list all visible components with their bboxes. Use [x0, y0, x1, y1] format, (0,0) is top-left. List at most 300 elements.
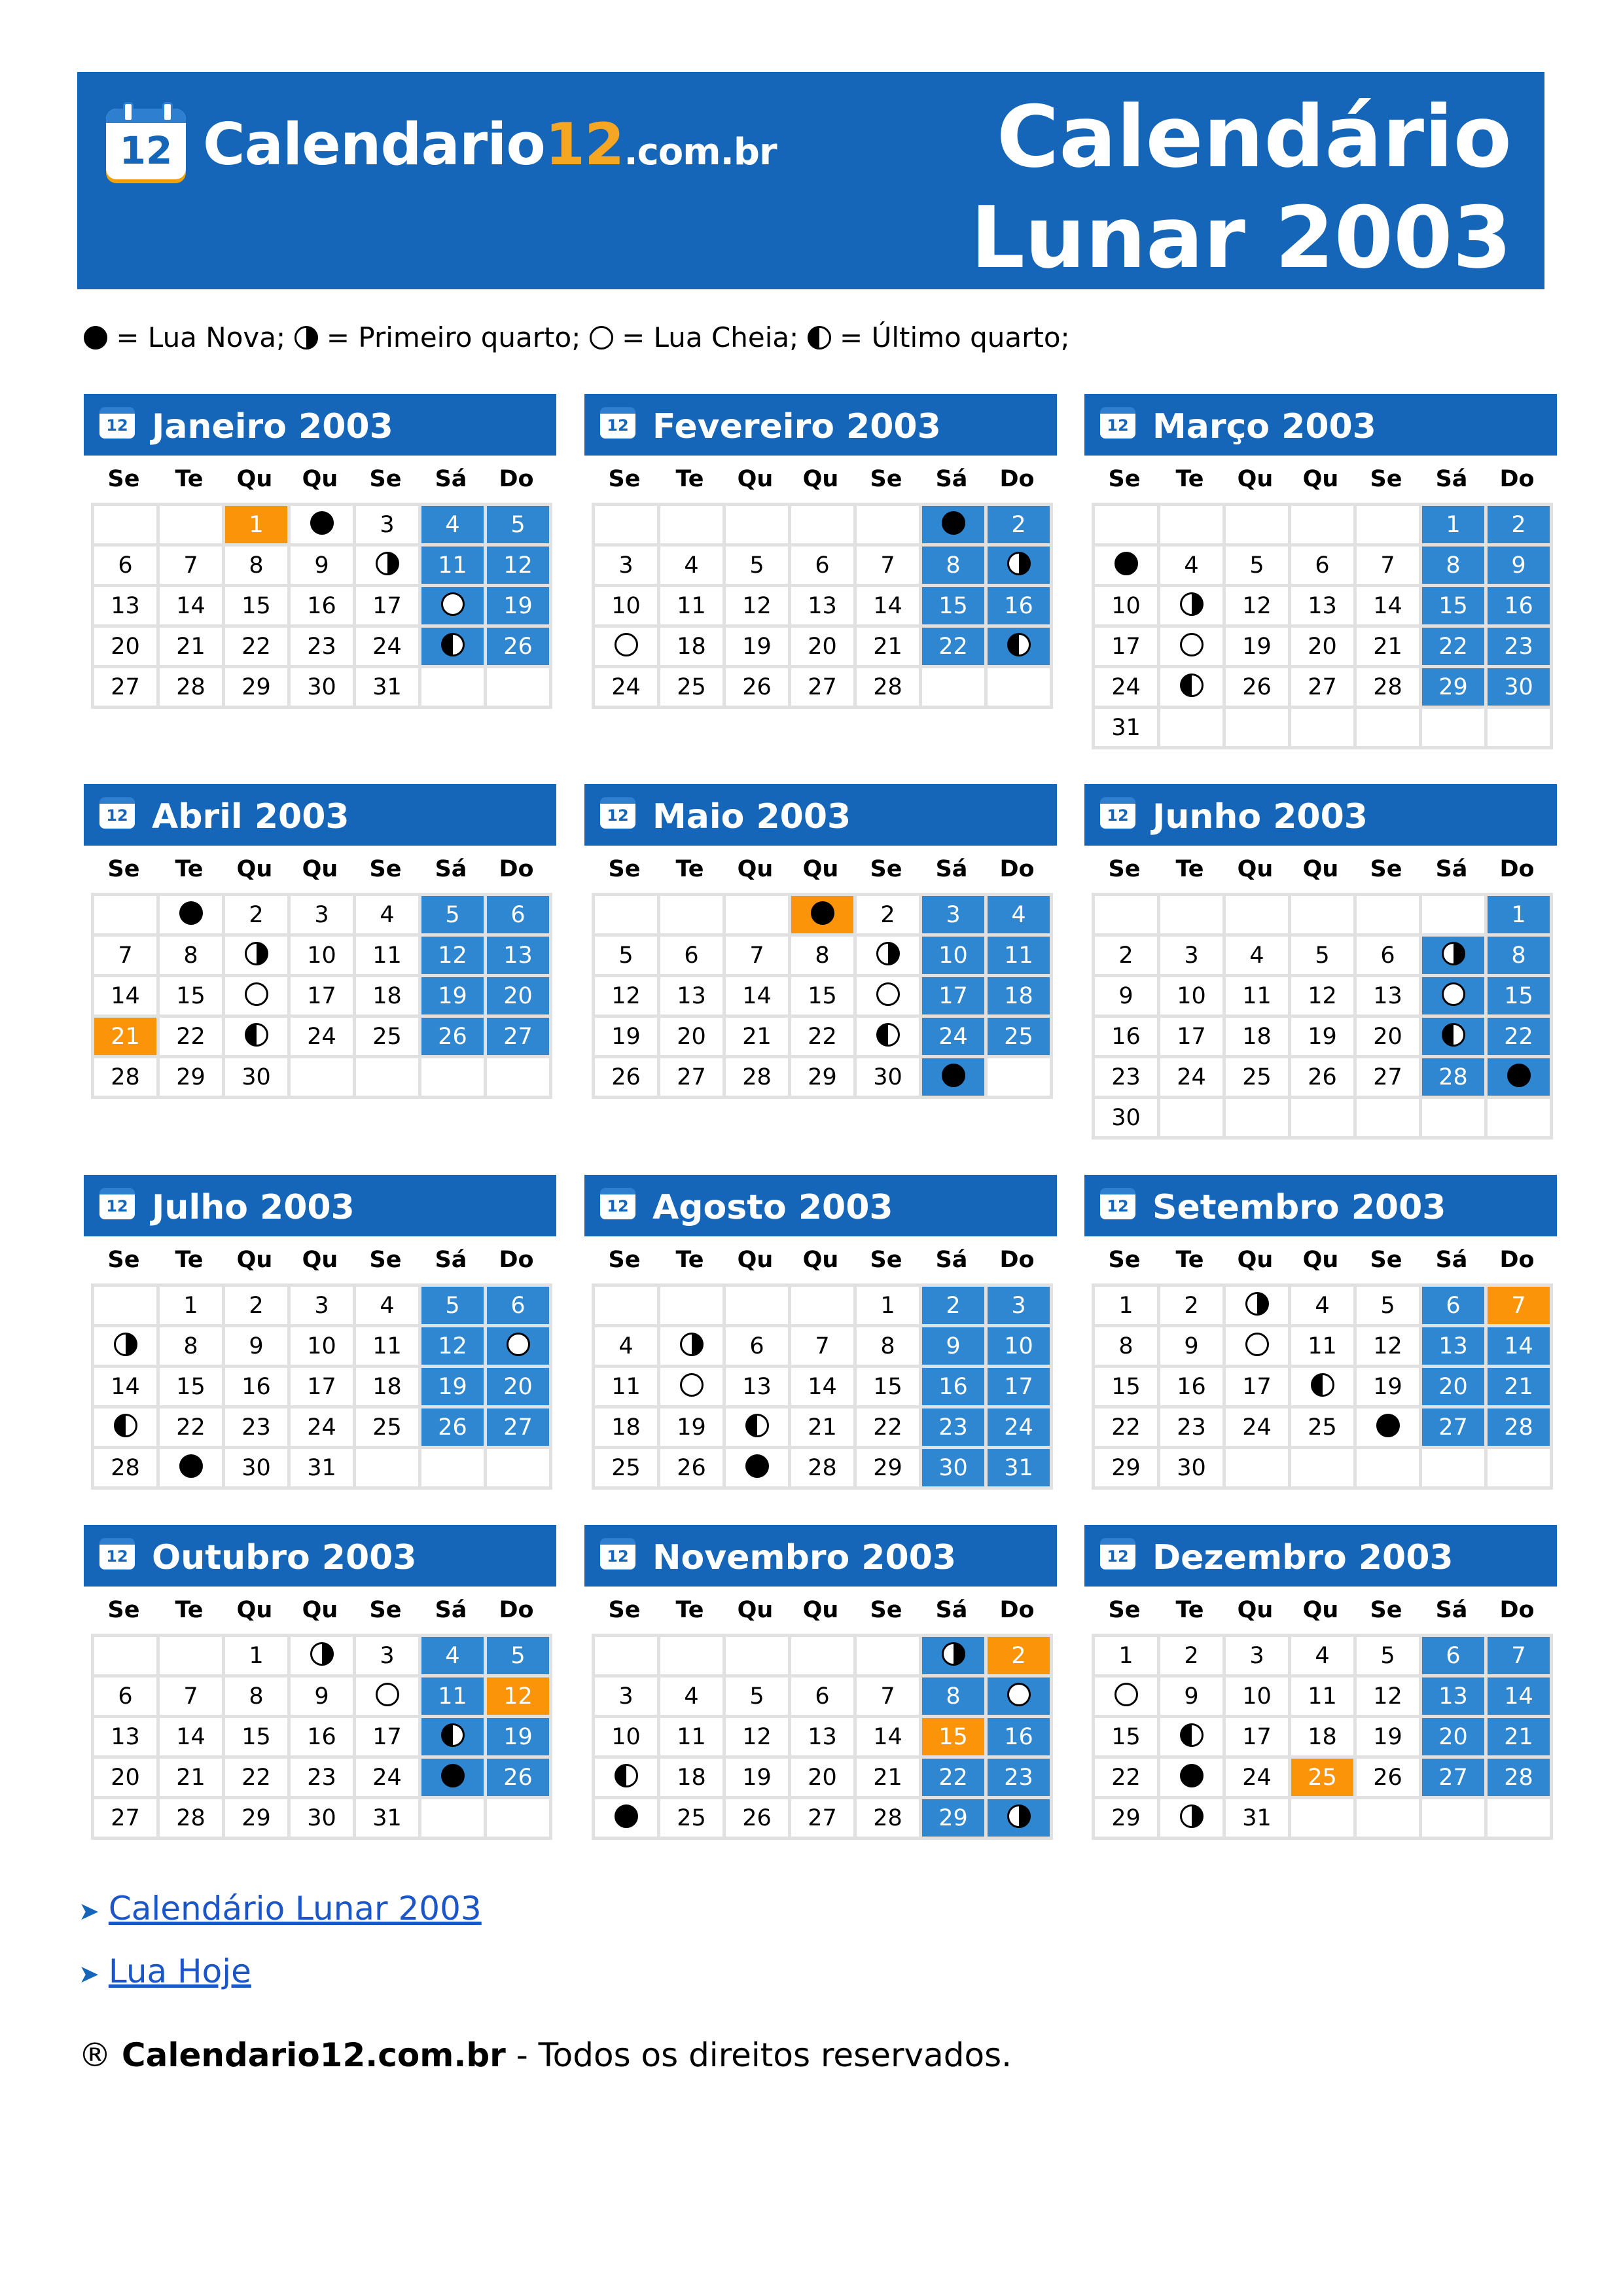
day-cell[interactable]: 25 [659, 667, 724, 708]
day-cell[interactable]: 26 [724, 667, 790, 708]
day-cell[interactable]: 9 [1094, 976, 1159, 1016]
day-cell[interactable]: 27 [486, 1407, 551, 1448]
day-cell[interactable]: 3 [921, 895, 986, 935]
day-cell[interactable]: 14 [790, 1367, 855, 1407]
day-cell[interactable]: 30 [921, 1448, 986, 1488]
day-cell[interactable]: 28 [855, 1798, 921, 1839]
day-cell[interactable]: 11 [986, 935, 1052, 976]
day-cell[interactable]: 27 [790, 667, 855, 708]
day-cell[interactable]: 27 [1421, 1757, 1486, 1798]
day-cell[interactable]: 26 [724, 1798, 790, 1839]
day-cell[interactable] [724, 1407, 790, 1448]
day-cell[interactable]: 2 [1159, 1285, 1224, 1326]
day-cell[interactable]: 26 [486, 626, 551, 667]
day-cell[interactable]: 8 [921, 545, 986, 586]
day-cell[interactable]: 8 [158, 1326, 224, 1367]
day-cell[interactable]: 15 [790, 976, 855, 1016]
day-cell[interactable] [855, 935, 921, 976]
day-cell[interactable] [1421, 1016, 1486, 1057]
day-cell[interactable]: 11 [1290, 1676, 1355, 1717]
day-cell[interactable]: 24 [986, 1407, 1052, 1448]
day-cell[interactable] [420, 626, 486, 667]
day-cell[interactable]: 19 [420, 1367, 486, 1407]
day-cell[interactable]: 1 [1486, 895, 1552, 935]
day-cell[interactable]: 2 [1486, 505, 1552, 545]
day-cell[interactable]: 22 [158, 1016, 224, 1057]
day-cell[interactable]: 1 [1421, 505, 1486, 545]
day-cell[interactable] [486, 1326, 551, 1367]
day-cell[interactable]: 10 [594, 1717, 659, 1757]
day-cell[interactable]: 25 [1290, 1407, 1355, 1448]
day-cell[interactable]: 12 [420, 1326, 486, 1367]
day-cell[interactable]: 4 [420, 1636, 486, 1676]
day-cell[interactable]: 4 [594, 1326, 659, 1367]
day-cell[interactable] [1159, 626, 1224, 667]
day-cell[interactable]: 11 [1290, 1326, 1355, 1367]
day-cell[interactable]: 19 [724, 626, 790, 667]
day-cell[interactable]: 4 [659, 545, 724, 586]
day-cell[interactable]: 17 [921, 976, 986, 1016]
day-cell[interactable]: 7 [158, 1676, 224, 1717]
link-lunar-calendar[interactable]: Calendário Lunar 2003 [108, 1890, 482, 1928]
day-cell[interactable]: 15 [921, 1717, 986, 1757]
day-cell[interactable] [986, 626, 1052, 667]
day-cell[interactable]: 13 [1355, 976, 1421, 1016]
day-cell[interactable]: 15 [1421, 586, 1486, 626]
day-cell[interactable] [659, 1367, 724, 1407]
day-cell[interactable]: 25 [986, 1016, 1052, 1057]
day-cell[interactable] [921, 1057, 986, 1098]
day-cell[interactable] [158, 1448, 224, 1488]
day-cell[interactable]: 9 [1486, 545, 1552, 586]
day-cell[interactable]: 14 [158, 1717, 224, 1757]
day-cell[interactable] [93, 1326, 158, 1367]
day-cell[interactable]: 16 [289, 586, 355, 626]
day-cell[interactable] [1159, 1757, 1224, 1798]
day-cell[interactable]: 12 [486, 545, 551, 586]
day-cell[interactable]: 11 [420, 1676, 486, 1717]
day-cell[interactable]: 11 [659, 586, 724, 626]
day-cell[interactable]: 26 [420, 1016, 486, 1057]
day-cell[interactable]: 29 [855, 1448, 921, 1488]
day-cell[interactable]: 23 [1159, 1407, 1224, 1448]
day-cell[interactable]: 31 [986, 1448, 1052, 1488]
day-cell[interactable] [224, 1016, 289, 1057]
day-cell[interactable]: 5 [420, 895, 486, 935]
day-cell[interactable]: 15 [855, 1367, 921, 1407]
day-cell[interactable]: 8 [921, 1676, 986, 1717]
day-cell[interactable] [1421, 935, 1486, 976]
day-cell[interactable] [855, 1016, 921, 1057]
day-cell[interactable]: 20 [93, 1757, 158, 1798]
day-cell[interactable]: 2 [224, 895, 289, 935]
day-cell[interactable]: 21 [724, 1016, 790, 1057]
day-cell[interactable]: 3 [594, 1676, 659, 1717]
day-cell[interactable] [1224, 1326, 1290, 1367]
day-cell[interactable]: 10 [594, 586, 659, 626]
day-cell[interactable] [921, 505, 986, 545]
day-cell[interactable]: 26 [659, 1448, 724, 1488]
day-cell[interactable]: 18 [355, 1367, 420, 1407]
day-cell[interactable]: 18 [355, 976, 420, 1016]
day-cell[interactable]: 24 [1224, 1407, 1290, 1448]
day-cell[interactable]: 12 [724, 586, 790, 626]
day-cell[interactable]: 2 [855, 895, 921, 935]
day-cell[interactable]: 9 [224, 1326, 289, 1367]
day-cell[interactable]: 29 [224, 1798, 289, 1839]
day-cell[interactable]: 3 [289, 1285, 355, 1326]
day-cell[interactable] [921, 1636, 986, 1676]
day-cell[interactable] [724, 1448, 790, 1488]
day-cell[interactable]: 14 [855, 586, 921, 626]
day-cell[interactable]: 27 [1290, 667, 1355, 708]
day-cell[interactable]: 4 [355, 895, 420, 935]
day-cell[interactable]: 17 [1159, 1016, 1224, 1057]
day-cell[interactable]: 8 [224, 1676, 289, 1717]
day-cell[interactable]: 13 [93, 586, 158, 626]
day-cell[interactable]: 16 [1486, 586, 1552, 626]
day-cell[interactable]: 25 [355, 1016, 420, 1057]
day-cell[interactable]: 10 [1224, 1676, 1290, 1717]
day-cell[interactable]: 16 [986, 1717, 1052, 1757]
day-cell[interactable]: 6 [486, 1285, 551, 1326]
day-cell[interactable]: 29 [224, 667, 289, 708]
day-cell[interactable]: 2 [921, 1285, 986, 1326]
day-cell[interactable]: 7 [855, 1676, 921, 1717]
day-cell[interactable]: 10 [1094, 586, 1159, 626]
day-cell[interactable]: 6 [790, 545, 855, 586]
day-cell[interactable]: 15 [224, 1717, 289, 1757]
day-cell[interactable]: 6 [486, 895, 551, 935]
day-cell[interactable]: 10 [289, 1326, 355, 1367]
day-cell[interactable]: 14 [1486, 1676, 1552, 1717]
day-cell[interactable]: 5 [486, 1636, 551, 1676]
day-cell[interactable]: 21 [1486, 1367, 1552, 1407]
day-cell[interactable]: 23 [986, 1757, 1052, 1798]
day-cell[interactable]: 19 [420, 976, 486, 1016]
day-cell[interactable]: 28 [93, 1448, 158, 1488]
day-cell[interactable]: 2 [986, 1636, 1052, 1676]
day-cell[interactable]: 24 [1159, 1057, 1224, 1098]
day-cell[interactable]: 25 [355, 1407, 420, 1448]
day-cell[interactable]: 18 [1290, 1717, 1355, 1757]
day-cell[interactable]: 17 [289, 976, 355, 1016]
day-cell[interactable]: 6 [1421, 1285, 1486, 1326]
day-cell[interactable]: 20 [790, 1757, 855, 1798]
day-cell[interactable]: 12 [1224, 586, 1290, 626]
day-cell[interactable]: 4 [659, 1676, 724, 1717]
day-cell[interactable] [289, 505, 355, 545]
day-cell[interactable]: 11 [659, 1717, 724, 1757]
day-cell[interactable]: 22 [1486, 1016, 1552, 1057]
day-cell[interactable]: 9 [1159, 1326, 1224, 1367]
day-cell[interactable]: 12 [486, 1676, 551, 1717]
day-cell[interactable]: 8 [1421, 545, 1486, 586]
day-cell[interactable]: 4 [986, 895, 1052, 935]
day-cell[interactable]: 18 [1224, 1016, 1290, 1057]
day-cell[interactable]: 17 [289, 1367, 355, 1407]
day-cell[interactable]: 20 [1421, 1367, 1486, 1407]
day-cell[interactable] [1290, 1367, 1355, 1407]
day-cell[interactable]: 1 [855, 1285, 921, 1326]
day-cell[interactable]: 26 [420, 1407, 486, 1448]
day-cell[interactable]: 28 [158, 667, 224, 708]
day-cell[interactable]: 19 [486, 1717, 551, 1757]
day-cell[interactable]: 21 [1355, 626, 1421, 667]
day-cell[interactable]: 5 [486, 505, 551, 545]
day-cell[interactable]: 6 [93, 1676, 158, 1717]
day-cell[interactable]: 22 [158, 1407, 224, 1448]
day-cell[interactable]: 12 [724, 1717, 790, 1757]
day-cell[interactable]: 28 [855, 667, 921, 708]
day-cell[interactable]: 15 [921, 586, 986, 626]
day-cell[interactable]: 9 [1159, 1676, 1224, 1717]
day-cell[interactable]: 12 [594, 976, 659, 1016]
day-cell[interactable] [289, 1636, 355, 1676]
day-cell[interactable] [224, 935, 289, 976]
day-cell[interactable]: 3 [1224, 1636, 1290, 1676]
day-cell[interactable]: 20 [486, 1367, 551, 1407]
day-cell[interactable]: 10 [1159, 976, 1224, 1016]
day-cell[interactable]: 16 [986, 586, 1052, 626]
day-cell[interactable]: 8 [1094, 1326, 1159, 1367]
day-cell[interactable]: 7 [1355, 545, 1421, 586]
day-cell[interactable]: 5 [1224, 545, 1290, 586]
day-cell[interactable]: 5 [594, 935, 659, 976]
day-cell[interactable]: 19 [1290, 1016, 1355, 1057]
day-cell[interactable]: 22 [224, 626, 289, 667]
day-cell[interactable]: 23 [289, 1757, 355, 1798]
day-cell[interactable] [93, 1407, 158, 1448]
day-cell[interactable]: 28 [158, 1798, 224, 1839]
day-cell[interactable]: 15 [158, 1367, 224, 1407]
day-cell[interactable]: 24 [594, 667, 659, 708]
day-cell[interactable]: 22 [790, 1016, 855, 1057]
day-cell[interactable]: 13 [1421, 1326, 1486, 1367]
day-cell[interactable] [1159, 667, 1224, 708]
day-cell[interactable]: 31 [289, 1448, 355, 1488]
day-cell[interactable]: 6 [93, 545, 158, 586]
day-cell[interactable]: 6 [1355, 935, 1421, 976]
day-cell[interactable]: 27 [93, 667, 158, 708]
link-moon-today[interactable]: Lua Hoje [108, 1952, 251, 1990]
day-cell[interactable] [420, 586, 486, 626]
day-cell[interactable] [420, 1757, 486, 1798]
day-cell[interactable]: 16 [289, 1717, 355, 1757]
day-cell[interactable]: 7 [93, 935, 158, 976]
day-cell[interactable]: 21 [93, 1016, 158, 1057]
day-cell[interactable]: 23 [921, 1407, 986, 1448]
day-cell[interactable]: 31 [355, 1798, 420, 1839]
day-cell[interactable] [594, 1798, 659, 1839]
day-cell[interactable]: 31 [1224, 1798, 1290, 1839]
day-cell[interactable] [790, 895, 855, 935]
day-cell[interactable]: 8 [224, 545, 289, 586]
day-cell[interactable]: 1 [1094, 1285, 1159, 1326]
day-cell[interactable]: 28 [1355, 667, 1421, 708]
day-cell[interactable]: 5 [1355, 1285, 1421, 1326]
day-cell[interactable] [355, 545, 420, 586]
day-cell[interactable]: 28 [724, 1057, 790, 1098]
day-cell[interactable]: 20 [1421, 1717, 1486, 1757]
day-cell[interactable]: 28 [1486, 1757, 1552, 1798]
day-cell[interactable]: 21 [790, 1407, 855, 1448]
day-cell[interactable]: 31 [1094, 708, 1159, 748]
day-cell[interactable]: 28 [1486, 1407, 1552, 1448]
day-cell[interactable]: 24 [289, 1016, 355, 1057]
day-cell[interactable] [355, 1676, 420, 1717]
day-cell[interactable]: 7 [724, 935, 790, 976]
day-cell[interactable] [1224, 1285, 1290, 1326]
day-cell[interactable]: 8 [158, 935, 224, 976]
day-cell[interactable]: 23 [289, 626, 355, 667]
day-cell[interactable]: 29 [1094, 1798, 1159, 1839]
day-cell[interactable]: 26 [1290, 1057, 1355, 1098]
day-cell[interactable] [986, 1676, 1052, 1717]
day-cell[interactable]: 24 [921, 1016, 986, 1057]
day-cell[interactable]: 10 [921, 935, 986, 976]
day-cell[interactable]: 17 [355, 1717, 420, 1757]
day-cell[interactable]: 30 [224, 1057, 289, 1098]
day-cell[interactable]: 7 [855, 545, 921, 586]
day-cell[interactable]: 28 [1421, 1057, 1486, 1098]
day-cell[interactable]: 19 [1355, 1717, 1421, 1757]
day-cell[interactable]: 19 [1355, 1367, 1421, 1407]
day-cell[interactable]: 18 [594, 1407, 659, 1448]
day-cell[interactable]: 3 [355, 505, 420, 545]
day-cell[interactable]: 11 [355, 1326, 420, 1367]
day-cell[interactable]: 12 [1355, 1676, 1421, 1717]
day-cell[interactable]: 17 [1224, 1367, 1290, 1407]
day-cell[interactable]: 14 [93, 1367, 158, 1407]
day-cell[interactable]: 30 [1094, 1098, 1159, 1138]
day-cell[interactable]: 21 [158, 1757, 224, 1798]
day-cell[interactable]: 1 [224, 1636, 289, 1676]
day-cell[interactable]: 30 [1486, 667, 1552, 708]
day-cell[interactable]: 24 [1094, 667, 1159, 708]
day-cell[interactable]: 30 [855, 1057, 921, 1098]
day-cell[interactable] [986, 545, 1052, 586]
day-cell[interactable]: 10 [986, 1326, 1052, 1367]
day-cell[interactable] [986, 1798, 1052, 1839]
day-cell[interactable]: 14 [1486, 1326, 1552, 1367]
day-cell[interactable]: 22 [855, 1407, 921, 1448]
day-cell[interactable]: 19 [594, 1016, 659, 1057]
day-cell[interactable]: 27 [486, 1016, 551, 1057]
day-cell[interactable]: 25 [1224, 1057, 1290, 1098]
day-cell[interactable]: 12 [420, 935, 486, 976]
day-cell[interactable]: 24 [355, 1757, 420, 1798]
day-cell[interactable]: 27 [659, 1057, 724, 1098]
day-cell[interactable] [1159, 1717, 1224, 1757]
day-cell[interactable] [594, 626, 659, 667]
day-cell[interactable]: 6 [724, 1326, 790, 1367]
day-cell[interactable]: 24 [1224, 1757, 1290, 1798]
day-cell[interactable] [1421, 976, 1486, 1016]
day-cell[interactable]: 12 [1355, 1326, 1421, 1367]
day-cell[interactable]: 4 [1159, 545, 1224, 586]
day-cell[interactable]: 20 [659, 1016, 724, 1057]
day-cell[interactable] [659, 1326, 724, 1367]
day-cell[interactable]: 16 [224, 1367, 289, 1407]
day-cell[interactable]: 17 [1094, 626, 1159, 667]
day-cell[interactable]: 22 [1421, 626, 1486, 667]
day-cell[interactable]: 19 [486, 586, 551, 626]
day-cell[interactable] [1094, 1676, 1159, 1717]
day-cell[interactable]: 15 [224, 586, 289, 626]
day-cell[interactable]: 29 [158, 1057, 224, 1098]
day-cell[interactable]: 4 [1290, 1636, 1355, 1676]
day-cell[interactable]: 14 [855, 1717, 921, 1757]
day-cell[interactable]: 14 [1355, 586, 1421, 626]
day-cell[interactable]: 24 [289, 1407, 355, 1448]
day-cell[interactable]: 2 [224, 1285, 289, 1326]
day-cell[interactable] [1159, 586, 1224, 626]
day-cell[interactable]: 3 [594, 545, 659, 586]
day-cell[interactable]: 19 [724, 1757, 790, 1798]
day-cell[interactable]: 29 [790, 1057, 855, 1098]
day-cell[interactable]: 20 [790, 626, 855, 667]
day-cell[interactable]: 8 [855, 1326, 921, 1367]
day-cell[interactable]: 5 [724, 1676, 790, 1717]
day-cell[interactable]: 5 [420, 1285, 486, 1326]
day-cell[interactable]: 5 [724, 545, 790, 586]
day-cell[interactable]: 26 [1355, 1757, 1421, 1798]
day-cell[interactable]: 3 [1159, 935, 1224, 976]
day-cell[interactable]: 9 [289, 545, 355, 586]
day-cell[interactable]: 25 [1290, 1757, 1355, 1798]
day-cell[interactable]: 25 [659, 1798, 724, 1839]
day-cell[interactable]: 23 [1486, 626, 1552, 667]
day-cell[interactable]: 14 [93, 976, 158, 1016]
day-cell[interactable]: 16 [921, 1367, 986, 1407]
day-cell[interactable]: 12 [1290, 976, 1355, 1016]
day-cell[interactable]: 27 [1355, 1057, 1421, 1098]
day-cell[interactable]: 8 [1486, 935, 1552, 976]
day-cell[interactable]: 4 [1224, 935, 1290, 976]
day-cell[interactable]: 2 [986, 505, 1052, 545]
day-cell[interactable] [224, 976, 289, 1016]
day-cell[interactable]: 22 [921, 626, 986, 667]
day-cell[interactable]: 29 [1421, 667, 1486, 708]
day-cell[interactable]: 5 [1290, 935, 1355, 976]
day-cell[interactable]: 19 [1224, 626, 1290, 667]
day-cell[interactable]: 13 [1421, 1676, 1486, 1717]
day-cell[interactable]: 22 [921, 1757, 986, 1798]
day-cell[interactable]: 13 [790, 586, 855, 626]
day-cell[interactable]: 30 [1159, 1448, 1224, 1488]
day-cell[interactable]: 29 [1094, 1448, 1159, 1488]
day-cell[interactable]: 22 [1094, 1757, 1159, 1798]
day-cell[interactable]: 4 [1290, 1285, 1355, 1326]
day-cell[interactable]: 7 [1486, 1636, 1552, 1676]
day-cell[interactable]: 15 [1094, 1717, 1159, 1757]
day-cell[interactable]: 20 [486, 976, 551, 1016]
day-cell[interactable]: 7 [790, 1326, 855, 1367]
day-cell[interactable]: 24 [355, 626, 420, 667]
day-cell[interactable]: 30 [289, 667, 355, 708]
day-cell[interactable]: 7 [1486, 1285, 1552, 1326]
day-cell[interactable]: 30 [224, 1448, 289, 1488]
day-cell[interactable]: 6 [1290, 545, 1355, 586]
site-logo[interactable]: Calendario12.com.br [203, 111, 777, 178]
day-cell[interactable]: 25 [594, 1448, 659, 1488]
day-cell[interactable] [1094, 545, 1159, 586]
day-cell[interactable]: 26 [1224, 667, 1290, 708]
day-cell[interactable]: 21 [855, 1757, 921, 1798]
day-cell[interactable]: 11 [594, 1367, 659, 1407]
day-cell[interactable]: 1 [1094, 1636, 1159, 1676]
